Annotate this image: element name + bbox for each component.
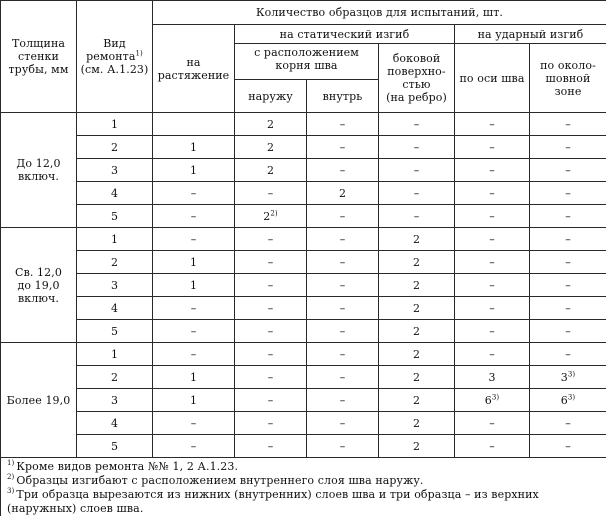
cell-value: – bbox=[339, 209, 346, 223]
cell-value: 2 bbox=[412, 347, 421, 361]
footnote-text: Образцы изгибают с расположением внутреннего слоя шва наружу. bbox=[16, 474, 424, 487]
cell-value: – bbox=[190, 347, 197, 361]
table-row bbox=[1, 389, 606, 412]
cell-value: 1 bbox=[189, 140, 198, 154]
near-weld-header-line: шовной bbox=[545, 71, 591, 85]
table-row bbox=[1, 320, 606, 343]
footnote-text: Три образца вырезаются из нижних (внутренних) слоев шва и три образца – из верхних (наружных) слоев шва. bbox=[7, 488, 539, 515]
thickness-label-line: Св. 12,0 bbox=[15, 265, 62, 279]
tension-cell bbox=[153, 113, 235, 136]
header-row-1 bbox=[1, 1, 606, 25]
cell-value: – bbox=[339, 393, 346, 407]
impact-near-cell bbox=[530, 182, 606, 205]
tension-header bbox=[153, 25, 235, 113]
cell-value: – bbox=[565, 209, 571, 223]
cell-value: – bbox=[565, 232, 571, 246]
tension-cell bbox=[153, 320, 235, 343]
table-row bbox=[1, 228, 606, 251]
cell-value: – bbox=[565, 439, 571, 453]
footnote bbox=[7, 474, 600, 488]
repair-type-cell bbox=[77, 412, 153, 435]
cell-value: – bbox=[565, 324, 571, 338]
cell-value: – bbox=[339, 416, 346, 430]
static-inside-cell bbox=[307, 113, 379, 136]
cell-value: 3 bbox=[488, 370, 496, 384]
cell-value: – bbox=[489, 232, 495, 246]
thickness-group-label bbox=[1, 343, 77, 458]
cell-value: – bbox=[339, 347, 346, 361]
footnote-mark: 3) bbox=[567, 369, 576, 378]
cell-value: 5 bbox=[110, 439, 119, 453]
repair-type-cell bbox=[77, 366, 153, 389]
cell-value: – bbox=[489, 117, 495, 131]
cell-value: – bbox=[339, 370, 346, 384]
impact-axis-cell bbox=[455, 366, 530, 389]
tension-cell bbox=[153, 412, 235, 435]
lateral-cell bbox=[379, 182, 455, 205]
static-inside-cell bbox=[307, 136, 379, 159]
table-row bbox=[1, 136, 606, 159]
table-row bbox=[1, 412, 606, 435]
static-outside-cell bbox=[235, 159, 307, 182]
cell-value: 6 bbox=[560, 393, 568, 407]
static-outside-cell bbox=[235, 205, 307, 228]
inside-header: внутрь bbox=[307, 80, 379, 113]
lateral-cell bbox=[379, 159, 455, 182]
static-outside-cell bbox=[235, 366, 307, 389]
cell-value: – bbox=[339, 278, 346, 292]
thickness-label-line: включ. bbox=[17, 170, 59, 183]
cell-value: – bbox=[489, 347, 495, 361]
footnotes bbox=[1, 458, 606, 517]
weld-axis-header: по оси шва bbox=[455, 44, 530, 113]
cell-value: 1 bbox=[110, 347, 119, 361]
tension-cell bbox=[153, 182, 235, 205]
table-row bbox=[1, 251, 606, 274]
cell-value: 3 bbox=[110, 163, 119, 177]
cell-value: 2 bbox=[412, 278, 421, 292]
cell-value: – bbox=[339, 163, 346, 177]
impact-near-cell bbox=[530, 274, 606, 297]
lateral-cell bbox=[379, 343, 455, 366]
lateral-cell bbox=[379, 297, 455, 320]
impact-bend-header: на ударный изгиб bbox=[455, 25, 606, 44]
static-outside-cell bbox=[235, 297, 307, 320]
impact-axis-cell bbox=[455, 113, 530, 136]
repair-type-cell bbox=[77, 435, 153, 458]
cell-value: 2 bbox=[266, 140, 275, 154]
cell-value: 2 bbox=[110, 140, 119, 154]
count-title-header: Количество образцов для испытаний, шт. bbox=[153, 1, 606, 25]
impact-axis-cell bbox=[455, 205, 530, 228]
tension-cell bbox=[153, 435, 235, 458]
static-inside-cell bbox=[307, 182, 379, 205]
repair-type-cell bbox=[77, 320, 153, 343]
repair-type-cell bbox=[77, 205, 153, 228]
cell-value: 5 bbox=[110, 324, 119, 338]
near-weld-header-line: по около- bbox=[540, 58, 596, 72]
footnote-mark: 2) bbox=[7, 473, 15, 482]
tension-cell bbox=[153, 297, 235, 320]
cell-value: 2 bbox=[412, 393, 421, 407]
table-row bbox=[1, 113, 606, 136]
static-outside-cell bbox=[235, 182, 307, 205]
table-row bbox=[1, 274, 606, 297]
table-row bbox=[1, 159, 606, 182]
near-weld-header-line: зоне bbox=[554, 84, 582, 98]
thickness-header bbox=[1, 1, 77, 113]
cell-value: – bbox=[489, 439, 495, 453]
cell-value: – bbox=[565, 186, 571, 200]
repair-type-cell bbox=[77, 251, 153, 274]
repair-type-cell bbox=[77, 228, 153, 251]
cell-value: 2 bbox=[266, 163, 275, 177]
lateral-cell bbox=[379, 274, 455, 297]
impact-near-cell bbox=[530, 320, 606, 343]
repair-type-header-line: Вид bbox=[103, 37, 126, 50]
footnote-text: Кроме видов ремонта №№ 1, 2 А.1.23. bbox=[16, 460, 239, 473]
lateral-cell bbox=[379, 389, 455, 412]
cell-value: – bbox=[267, 278, 274, 292]
cell-value: 1 bbox=[110, 117, 119, 131]
cell-value: 4 bbox=[110, 301, 119, 315]
thickness-header-line: стенки bbox=[18, 50, 59, 63]
lateral-cell bbox=[379, 136, 455, 159]
static-outside-cell bbox=[235, 136, 307, 159]
footnote bbox=[7, 488, 600, 516]
lateral-cell bbox=[379, 435, 455, 458]
cell-value: – bbox=[190, 301, 197, 315]
cell-value: – bbox=[489, 186, 495, 200]
impact-axis-cell bbox=[455, 343, 530, 366]
cell-value: 1 bbox=[189, 255, 198, 269]
cell-value: 2 bbox=[412, 439, 421, 453]
lateral-header-line: стью bbox=[402, 78, 431, 91]
cell-value: – bbox=[565, 278, 571, 292]
static-inside-cell bbox=[307, 205, 379, 228]
thickness-label-line: До 12,0 bbox=[16, 157, 61, 170]
impact-axis-cell bbox=[455, 228, 530, 251]
lateral-header-line: (на ребро) bbox=[386, 91, 447, 104]
cell-value: – bbox=[413, 209, 420, 223]
repair-type-cell bbox=[77, 274, 153, 297]
cell-value: – bbox=[489, 255, 495, 269]
cell-value: – bbox=[413, 186, 420, 200]
cell-value: – bbox=[267, 301, 274, 315]
cell-value: 2 bbox=[110, 255, 119, 269]
tension-cell bbox=[153, 228, 235, 251]
cell-value: – bbox=[489, 416, 495, 430]
cell-value: 4 bbox=[110, 416, 119, 430]
footnote-mark: 1) bbox=[7, 459, 15, 468]
cell-value: – bbox=[190, 186, 197, 200]
footnote-mark: 1) bbox=[135, 49, 143, 58]
repair-type-cell bbox=[77, 389, 153, 412]
outside-header: наружу bbox=[235, 80, 307, 113]
repair-type-cell bbox=[77, 159, 153, 182]
cell-value: 3 bbox=[110, 393, 119, 407]
table-row bbox=[1, 343, 606, 366]
impact-near-cell bbox=[530, 113, 606, 136]
cell-value: – bbox=[413, 140, 420, 154]
footnote-mark: 3) bbox=[567, 392, 576, 401]
static-outside-cell bbox=[235, 228, 307, 251]
cell-value: 3 bbox=[560, 370, 568, 384]
cell-value: – bbox=[339, 140, 346, 154]
cell-value: 2 bbox=[412, 232, 421, 246]
tension-cell bbox=[153, 159, 235, 182]
cell-value: 6 bbox=[484, 393, 492, 407]
repair-type-header-line: (см. А.1.23) bbox=[80, 63, 149, 76]
tension-cell bbox=[153, 251, 235, 274]
cell-value: 2 bbox=[412, 416, 421, 430]
impact-near-cell bbox=[530, 412, 606, 435]
cell-value: – bbox=[267, 186, 274, 200]
table-row bbox=[1, 205, 606, 228]
table-row bbox=[1, 297, 606, 320]
table-row bbox=[1, 182, 606, 205]
cell-value: – bbox=[190, 324, 197, 338]
impact-near-cell bbox=[530, 366, 606, 389]
thickness-header-line: трубы, мм bbox=[8, 63, 69, 76]
lateral-cell bbox=[379, 205, 455, 228]
repair-type-cell bbox=[77, 182, 153, 205]
root-position-header bbox=[235, 44, 379, 80]
cell-value: – bbox=[339, 232, 346, 246]
repair-type-word: ремонта bbox=[86, 50, 136, 63]
cell-value: – bbox=[339, 255, 346, 269]
cell-value: – bbox=[565, 255, 571, 269]
cell-value: – bbox=[339, 117, 346, 131]
root-position-header-line: с расположением bbox=[254, 46, 359, 59]
cell-value: 2 bbox=[412, 324, 421, 338]
cell-value: – bbox=[565, 347, 571, 361]
cell-value: – bbox=[267, 347, 274, 361]
repair-type-cell bbox=[77, 113, 153, 136]
cell-value: – bbox=[489, 324, 495, 338]
static-outside-cell bbox=[235, 435, 307, 458]
cell-value: – bbox=[565, 301, 571, 315]
static-inside-cell bbox=[307, 366, 379, 389]
thickness-group-label bbox=[1, 228, 77, 343]
impact-near-cell bbox=[530, 435, 606, 458]
footnote bbox=[7, 460, 600, 474]
cell-value: – bbox=[489, 301, 495, 315]
footnote-mark: 3) bbox=[491, 392, 500, 401]
cell-value: – bbox=[190, 209, 197, 223]
impact-axis-cell bbox=[455, 320, 530, 343]
lateral-cell bbox=[379, 320, 455, 343]
impact-axis-cell bbox=[455, 274, 530, 297]
tension-cell bbox=[153, 343, 235, 366]
footnote-mark: 3) bbox=[7, 487, 15, 496]
cell-value: 2 bbox=[412, 255, 421, 269]
impact-near-cell bbox=[530, 136, 606, 159]
tension-cell bbox=[153, 389, 235, 412]
cell-value: 2 bbox=[412, 370, 421, 384]
footnote-mark: 2) bbox=[270, 208, 278, 217]
static-inside-cell bbox=[307, 159, 379, 182]
static-inside-cell bbox=[307, 274, 379, 297]
cell-value: 1 bbox=[189, 370, 198, 384]
impact-near-cell bbox=[530, 343, 606, 366]
cell-value: 2 bbox=[110, 370, 119, 384]
cell-value: – bbox=[190, 232, 197, 246]
cell-value: – bbox=[190, 439, 197, 453]
tension-header-line: на bbox=[186, 55, 201, 69]
thickness-label-line: Более 19,0 bbox=[6, 393, 71, 407]
repair-type-cell bbox=[77, 343, 153, 366]
cell-value: 2 bbox=[263, 209, 271, 223]
lateral-header-line: боковой bbox=[392, 52, 441, 65]
root-position-header-line: корня шва bbox=[275, 59, 338, 72]
lateral-header-line: поверхно- bbox=[387, 65, 446, 78]
tension-cell bbox=[153, 205, 235, 228]
near-weld-zone-header bbox=[530, 44, 606, 113]
static-inside-cell bbox=[307, 320, 379, 343]
cell-value: – bbox=[413, 117, 420, 131]
static-inside-cell bbox=[307, 435, 379, 458]
repair-type-header bbox=[77, 1, 153, 113]
footnotes-row bbox=[1, 458, 606, 517]
cell-value: – bbox=[489, 209, 495, 223]
thickness-header-line: Толщина bbox=[11, 37, 66, 50]
impact-axis-cell bbox=[455, 297, 530, 320]
lateral-cell bbox=[379, 366, 455, 389]
impact-near-cell bbox=[530, 297, 606, 320]
cell-value: 1 bbox=[189, 163, 198, 177]
tension-header-line: растяжение bbox=[157, 68, 230, 82]
cell-value: – bbox=[489, 140, 495, 154]
cell-value: 1 bbox=[189, 393, 198, 407]
cell-value: – bbox=[267, 255, 274, 269]
static-inside-cell bbox=[307, 297, 379, 320]
cell-value: 5 bbox=[110, 209, 119, 223]
cell-value: – bbox=[267, 232, 274, 246]
static-outside-cell bbox=[235, 343, 307, 366]
impact-axis-cell bbox=[455, 251, 530, 274]
tension-cell bbox=[153, 366, 235, 389]
static-inside-cell bbox=[307, 228, 379, 251]
impact-axis-cell bbox=[455, 389, 530, 412]
cell-value: – bbox=[267, 324, 274, 338]
cell-value: – bbox=[267, 416, 274, 430]
repair-type-cell bbox=[77, 136, 153, 159]
cell-value: – bbox=[565, 163, 571, 177]
lateral-surface-header bbox=[379, 44, 455, 113]
cell-value: – bbox=[190, 416, 197, 430]
impact-axis-cell bbox=[455, 182, 530, 205]
cell-value: – bbox=[267, 393, 274, 407]
cell-value: – bbox=[339, 324, 346, 338]
static-inside-cell bbox=[307, 343, 379, 366]
lateral-cell bbox=[379, 412, 455, 435]
thickness-label-line: до 19,0 bbox=[17, 278, 60, 292]
cell-value: 4 bbox=[110, 186, 119, 200]
cell-value: – bbox=[489, 163, 495, 177]
cell-value: 1 bbox=[110, 232, 119, 246]
impact-near-cell bbox=[530, 389, 606, 412]
tension-cell bbox=[153, 274, 235, 297]
lateral-cell bbox=[379, 113, 455, 136]
cell-value: 1 bbox=[189, 278, 198, 292]
static-inside-cell bbox=[307, 389, 379, 412]
impact-axis-cell bbox=[455, 435, 530, 458]
cell-value: – bbox=[565, 416, 571, 430]
static-outside-cell bbox=[235, 412, 307, 435]
cell-value: – bbox=[339, 301, 346, 315]
cell-value: – bbox=[413, 163, 420, 177]
impact-axis-cell bbox=[455, 136, 530, 159]
static-inside-cell bbox=[307, 251, 379, 274]
cell-value: – bbox=[339, 439, 346, 453]
thickness-label-line: включ. bbox=[17, 291, 59, 305]
impact-near-cell bbox=[530, 228, 606, 251]
impact-axis-cell bbox=[455, 412, 530, 435]
cell-value: – bbox=[267, 370, 274, 384]
impact-near-cell bbox=[530, 159, 606, 182]
repair-type-header-line bbox=[78, 50, 151, 63]
static-bend-header: на статический изгиб bbox=[235, 25, 455, 44]
table-row bbox=[1, 366, 606, 389]
lateral-cell bbox=[379, 251, 455, 274]
static-outside-cell bbox=[235, 274, 307, 297]
static-outside-cell bbox=[235, 320, 307, 343]
impact-near-cell bbox=[530, 205, 606, 228]
cell-value: 2 bbox=[338, 186, 347, 200]
cell-value: – bbox=[489, 278, 495, 292]
repair-type-cell bbox=[77, 297, 153, 320]
cell-value: 3 bbox=[110, 278, 119, 292]
impact-near-cell bbox=[530, 251, 606, 274]
cell-value: – bbox=[565, 140, 571, 154]
static-outside-cell bbox=[235, 251, 307, 274]
cell-value: 2 bbox=[266, 117, 275, 131]
static-outside-cell bbox=[235, 113, 307, 136]
thickness-group-label bbox=[1, 113, 77, 228]
cell-value: – bbox=[267, 439, 274, 453]
table-row bbox=[1, 435, 606, 458]
cell-value: – bbox=[565, 117, 571, 131]
static-outside-cell bbox=[235, 389, 307, 412]
tension-cell bbox=[153, 136, 235, 159]
impact-axis-cell bbox=[455, 159, 530, 182]
static-inside-cell bbox=[307, 412, 379, 435]
cell-value: 2 bbox=[412, 301, 421, 315]
lateral-cell bbox=[379, 228, 455, 251]
